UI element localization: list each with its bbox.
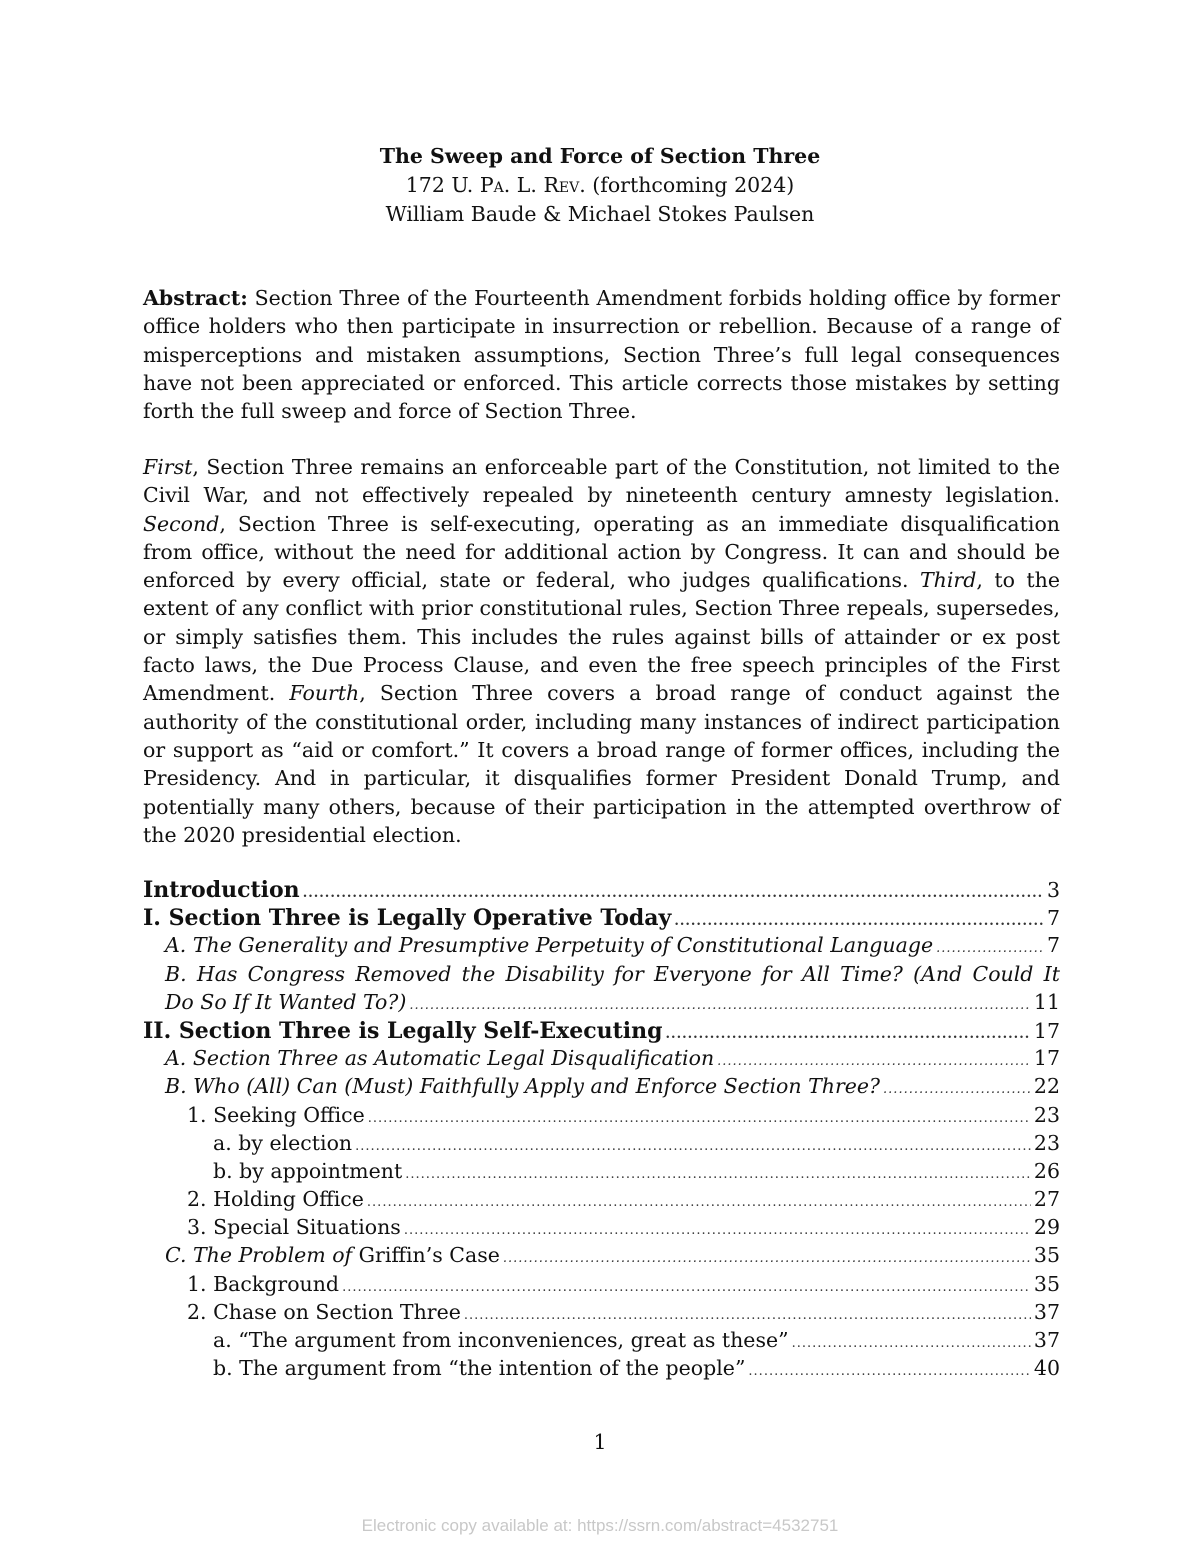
toc-label: I. Section Three is Legally Operative Today xyxy=(143,905,672,932)
first-text: , Section Three remains an enforceable part of the Constitution, not limited to the Civil War, and not effectively repealed by nineteenth century amnesty legislation. xyxy=(143,455,1060,508)
toc-leader xyxy=(355,1131,1031,1155)
toc-page: 23 xyxy=(1033,1102,1060,1127)
article-header xyxy=(0,142,1200,229)
toc-leader xyxy=(409,990,1031,1014)
toc-entry-section-1b[interactable] xyxy=(143,990,1060,1018)
toc-leader xyxy=(404,1215,1031,1239)
toc-label: A. Section Three as Automatic Legal Disqualification xyxy=(165,1046,715,1071)
toc-leader xyxy=(717,1046,1031,1070)
toc-leader xyxy=(367,1187,1031,1211)
toc-leader xyxy=(936,933,1044,957)
citation-part: 172 U. xyxy=(405,173,480,197)
fourth-text: , Section Three covers a broad range of conduct against the authority of the constitutional order, including many instances of indirect participation or support as “aid or comfort.” It covers a broad range of former offices, including the Presidency. And in particular, it disqualifies former President Donald Trump, and potentially many others, because of their participation in the attempted overthrow of the 2020 presidential election. xyxy=(143,681,1060,847)
toc-label: Do So If It Wanted To?) xyxy=(165,989,407,1014)
abstract-paragraph xyxy=(143,284,1060,425)
toc-leader xyxy=(464,1300,1031,1324)
toc-label: Introduction xyxy=(143,877,300,903)
toc-page: 3 xyxy=(1046,878,1060,902)
toc-label: a. “The argument from inconveniences, great as these” xyxy=(213,1328,789,1352)
second-text: , Section Three is self-executing, operating as an immediate disqualification from office, without the need for additional action by Congress. It can and should be enforced by every official, state or federal, who judges qualifications. xyxy=(143,511,1060,593)
toc-page: 11 xyxy=(1033,989,1060,1014)
toc-label: 1. Seeking Office xyxy=(187,1102,365,1127)
table-of-contents xyxy=(143,877,1060,1384)
toc-entry-section-2b1[interactable] xyxy=(143,1103,1060,1131)
toc-leader xyxy=(674,905,1044,931)
toc-entry-section-1a[interactable] xyxy=(143,933,1060,961)
toc-page: 23 xyxy=(1033,1130,1060,1155)
toc-page: 17 xyxy=(1033,1046,1060,1071)
third-label: Third xyxy=(919,568,977,593)
toc-label: b. The argument from “the intention of the people” xyxy=(213,1356,746,1381)
toc-page: 35 xyxy=(1033,1243,1060,1268)
toc-page: 37 xyxy=(1033,1299,1060,1324)
toc-entry-section-2c1[interactable] xyxy=(143,1272,1060,1300)
toc-label-case-name: Griffin’s Case xyxy=(358,1243,500,1268)
toc-label: B. Who (All) Can (Must) Faithfully Apply and Enforce Section Three? xyxy=(165,1074,881,1099)
toc-entry-section-2[interactable] xyxy=(143,1018,1060,1046)
toc-leader xyxy=(405,1159,1031,1183)
toc-label xyxy=(165,1243,500,1267)
toc-page: 17 xyxy=(1033,1018,1060,1043)
toc-label: 2. Chase on Section Three xyxy=(187,1299,461,1324)
article-title: The Sweep and Force of Section Three xyxy=(379,144,821,168)
article-authors: William Baude & Michael Stokes Paulsen xyxy=(385,202,815,226)
toc-label: II. Section Three is Legally Self-Executing xyxy=(143,1017,663,1044)
toc-page: 7 xyxy=(1046,933,1060,958)
citation-part: . L. xyxy=(503,173,544,197)
toc-leader xyxy=(748,1356,1030,1380)
toc-entry-section-2b1b[interactable] xyxy=(143,1159,1060,1187)
toc-leader xyxy=(883,1074,1031,1098)
toc-leader xyxy=(792,1328,1031,1352)
abstract-label: Abstract: xyxy=(143,286,248,310)
citation-journal: Pa xyxy=(479,173,504,197)
toc-page: 37 xyxy=(1033,1328,1060,1352)
second-label: Second xyxy=(143,511,220,536)
toc-entry-section-2c2[interactable] xyxy=(143,1300,1060,1328)
first-label: First xyxy=(143,455,193,479)
toc-label: A. The Generality and Presumptive Perpetuity of Constitutional Language xyxy=(165,933,934,958)
summary-paragraph xyxy=(143,453,1060,849)
toc-entry-section-2b[interactable] xyxy=(143,1074,1060,1102)
citation-part: . (forthcoming 2024) xyxy=(579,173,795,197)
toc-entry-section-2a[interactable] xyxy=(143,1046,1060,1074)
fourth-label: Fourth xyxy=(289,681,360,706)
toc-entry-section-2b3[interactable] xyxy=(143,1215,1060,1243)
toc-entry-section-2b1a[interactable] xyxy=(143,1131,1060,1159)
citation-journal: Rev xyxy=(543,173,580,197)
toc-label: 1. Background xyxy=(187,1271,340,1296)
toc-page: 35 xyxy=(1033,1271,1060,1296)
toc-label-part: C. The Problem of xyxy=(165,1243,359,1268)
toc-label: b. by appointment xyxy=(213,1158,403,1183)
page-number: 1 xyxy=(593,1430,607,1454)
toc-page: 26 xyxy=(1033,1158,1060,1183)
toc-leader xyxy=(503,1243,1031,1267)
toc-label: 3. Special Situations xyxy=(187,1215,401,1240)
toc-page: 7 xyxy=(1046,906,1060,931)
ssrn-footer: Electronic copy available at: https://ssrn.com/abstract=4532751 xyxy=(361,1516,839,1535)
toc-entry-section-2c2a[interactable] xyxy=(143,1328,1060,1356)
toc-entry-section-1b-line1[interactable]: B. Has Congress Removed the Disability for Everyone for All Time? (And Could It xyxy=(165,961,1060,986)
abstract-text: Section Three of the Fourteenth Amendment forbids holding office by former office holders who then participate in insurrection or rebellion. Because of a range of misperceptions and mistaken assumptions, Section Three’s full legal consequences have not been appreciated or enforced. This article corrects those mistakes by setting forth the full sweep and force of Section Three. xyxy=(143,286,1060,424)
toc-entry-introduction[interactable] xyxy=(143,877,1060,905)
article-citation xyxy=(0,171,1200,200)
toc-leader xyxy=(368,1103,1031,1127)
toc-entry-section-1[interactable] xyxy=(143,905,1060,933)
toc-label: 2. Holding Office xyxy=(187,1187,364,1212)
toc-leader xyxy=(303,877,1044,903)
toc-page: 40 xyxy=(1033,1356,1060,1381)
toc-page: 22 xyxy=(1033,1074,1060,1099)
toc-page: 27 xyxy=(1033,1187,1060,1212)
toc-leader xyxy=(342,1272,1031,1296)
toc-entry-section-2c2b[interactable] xyxy=(143,1356,1060,1384)
toc-label: a. by election xyxy=(213,1130,353,1155)
toc-page: 29 xyxy=(1033,1215,1060,1240)
third-text: , to the extent of any conflict with prior constitutional rules, Section Three repeals, supersedes, or simply satisfies them. This includes the rules against bills of attainder or ex post facto laws, the Due Process Clause, and even the free speech principles of the First Amendment. xyxy=(143,568,1060,706)
toc-leader xyxy=(666,1018,1031,1044)
toc-entry-section-2c[interactable] xyxy=(143,1243,1060,1271)
toc-entry-section-2b2[interactable] xyxy=(143,1187,1060,1215)
